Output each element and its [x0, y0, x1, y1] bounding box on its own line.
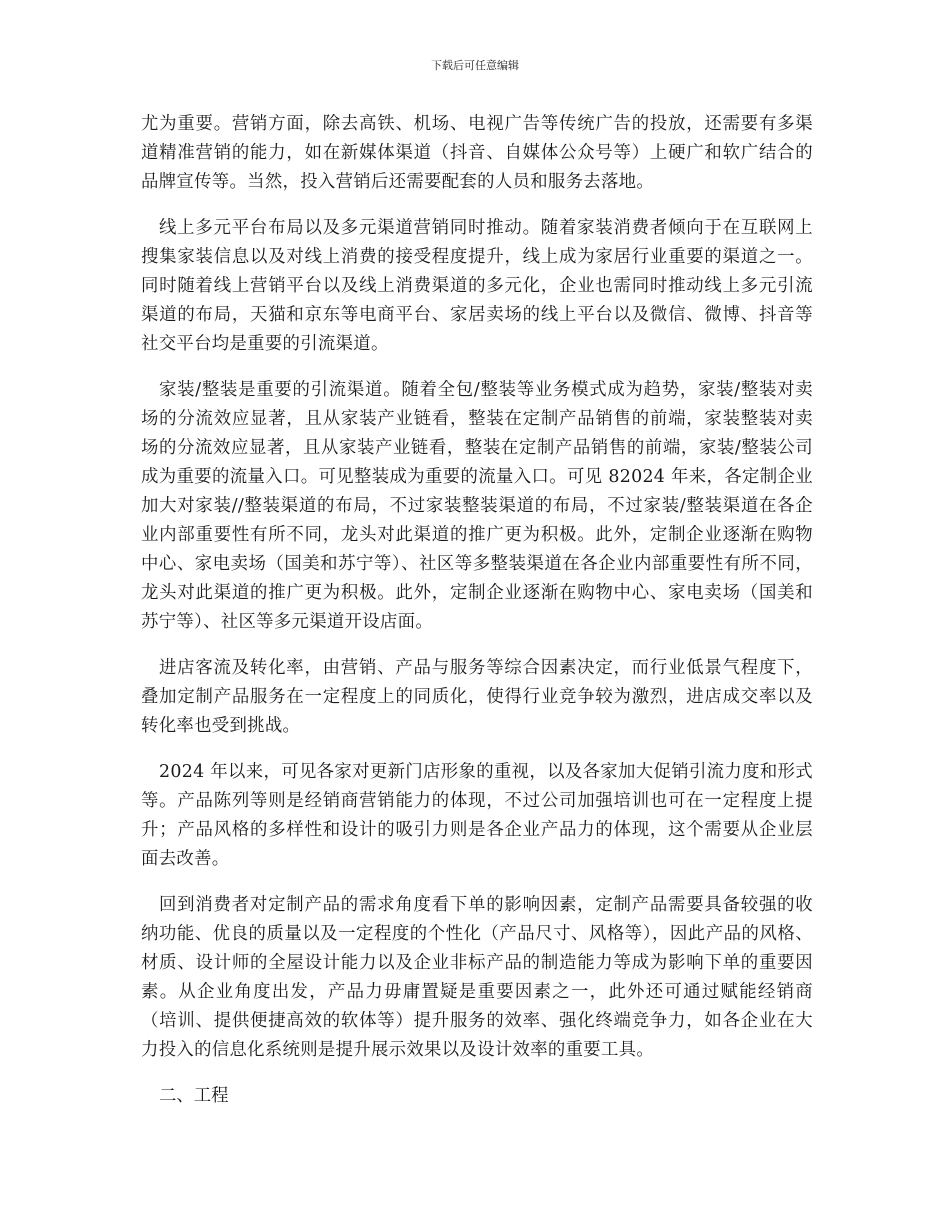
page-header: 下载后可任意编辑	[431, 59, 519, 72]
paragraph-6: 回到消费者对定制产品的需求角度看下单的影响因素，定制产品需要具备较强的收纳功能、优良的质量以及一定程度的个性化（产品尺寸、风格等），因此产品的风格、材质、设计师的全屋设计能力以及企业非标产品的制造能力等成为影响下单的重要因素。从企业角度出发，产品力毋庸置疑是重要因素之一，此外还可通过赋能经销商（培训、提供便捷高效的软体等）提升服务的效率、强化终端竞争力，如各企业在大力投入的信息化系统则是提升展示效果以及设计效率的重要工具。	[141, 895, 813, 1060]
document-body	[141, 110, 813, 1111]
paragraph-3: 家装/整装是重要的引流渠道。随着全包/整装等业务模式成为趋势，家装/整装对卖场的分流效应显著，且从家装产业链看，整装在定制产品销售的前端，家装整装对卖场的分流效应显著，且从家装产业链看，整装在定制产品销售的前端，家装/整装公司成为重要的流量入口。可见整装成为重要的流量入口。可见 82024 年来，各定制企业加大对家装//整装渠道的布局，不过家装整装渠道的布局，不过家装/整装渠道在各企业内部重要性有所不同，龙头对此渠道的推广更为积极。此外，定制企业逐渐在购物中心、家电卖场（国美和苏宁等）、社区等多整装渠道在各企业内部重要性有所不同，龙头对此渠道的推广更为积极。此外，定制企业逐渐在购物中心、家电卖场（国美和苏宁等）、社区等多元渠道开设店面。	[141, 380, 813, 632]
section-heading: 二、工程	[159, 1086, 229, 1106]
paragraph-5: 2024 年以来，可见各家对更新门店形象的重视，以及各家加大促销引流力度和形式等。产品陈列等则是经销商营销能力的体现，不过公司加强培训也可在一定程度上提升；产品风格的多样性和设计的吸引力则是各企业产品力的体现，这个需要从企业层面去改善。	[141, 762, 813, 869]
paragraph-1: 尤为重要。营销方面，除去高铁、机场、电视广告等传统广告的投放，还需要有多渠道精准营销的能力，如在新媒体渠道（抖音、自媒体公众号等）上硬广和软广结合的品牌宣传等。当然，投入营销后还需要配套的人员和服务去落地。	[141, 114, 813, 192]
paragraph-4: 进店客流及转化率，由营销、产品与服务等综合因素决定，而行业低景气程度下，叠加定制产品服务在一定程度上的同质化，使得行业竞争较为激烈，进店成交率以及转化率也受到挑战。	[141, 658, 813, 736]
paragraph-2: 线上多元平台布局以及多元渠道营销同时推动。随着家装消费者倾向于在互联网上搜集家装信息以及对线上消费的接受程度提升，线上成为家居行业重要的渠道之一。同时随着线上营销平台以及线上消费渠道的多元化，企业也需同时推动线上多元引流渠道的布局，天猫和京东等电商平台、家居卖场的线上平台以及微信、微博、抖音等社交平台均是重要的引流渠道。	[141, 218, 813, 354]
